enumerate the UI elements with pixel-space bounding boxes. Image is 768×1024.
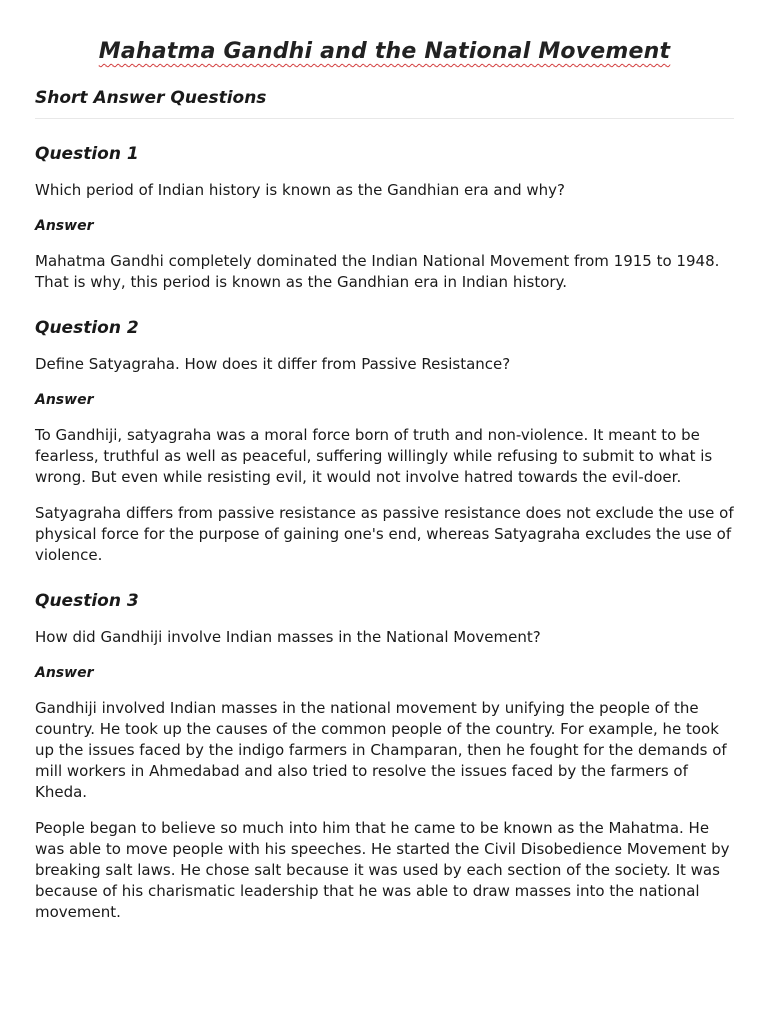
answer-label: Answer bbox=[35, 392, 94, 408]
question-text: How did Gandhiji involve Indian masses in the National Movement? bbox=[35, 628, 541, 646]
answer-paragraph: People began to believe so much into him that he came to be known as the Mahatma. He was able to move people with his speeches. He started the Civil Disobedience Movement by breaking salt laws. He chose salt because it was used by each section of the society. It was because of his charismatic leadership that he was able to draw masses into the national movement. bbox=[35, 819, 730, 921]
question-heading: Question 1 bbox=[35, 144, 139, 164]
question-text: Define Satyagraha. How does it differ from Passive Resistance? bbox=[35, 355, 511, 373]
question-block-1 bbox=[35, 143, 734, 293]
question-text: Which period of Indian history is known as the Gandhian era and why? bbox=[35, 181, 566, 199]
question-heading: Question 2 bbox=[35, 318, 139, 338]
question-block-2 bbox=[35, 317, 734, 566]
question-block-3 bbox=[35, 590, 734, 923]
answer-paragraph: Satyagraha differs from passive resistance as passive resistance does not exclude the use of physical force for the purpose of gaining one's end, whereas Satyagraha excludes the use of violence. bbox=[35, 504, 734, 564]
section-heading: Short Answer Questions bbox=[35, 86, 734, 119]
question-heading: Question 3 bbox=[35, 591, 139, 611]
answer-paragraph: To Gandhiji, satyagraha was a moral force born of truth and non-violence. It meant to be fearless, truthful as well as peaceful, suffering willingly while refusing to submit to what is wrong. But even while resisting evil, it would not involve hatred towards the evil-doer. bbox=[35, 426, 713, 486]
document-title: Mahatma Gandhi and the National Movement bbox=[98, 39, 671, 64]
answer-label: Answer bbox=[35, 665, 94, 681]
answer-paragraph: Gandhiji involved Indian masses in the national movement by unifying the people of the country. He took up the causes of the common people of the country. For example, he took up the issues faced by the indigo farmers in Champaran, then he fought for the demands of mill workers in Ahmedabad and also tried to resolve the issues faced by the farmers of Kheda. bbox=[35, 699, 727, 801]
answer-paragraph: Mahatma Gandhi completely dominated the Indian National Movement from 1915 to 1948. That is why, this period is known as the Gandhian era in Indian history. bbox=[35, 252, 720, 291]
answer-label: Answer bbox=[35, 218, 94, 234]
